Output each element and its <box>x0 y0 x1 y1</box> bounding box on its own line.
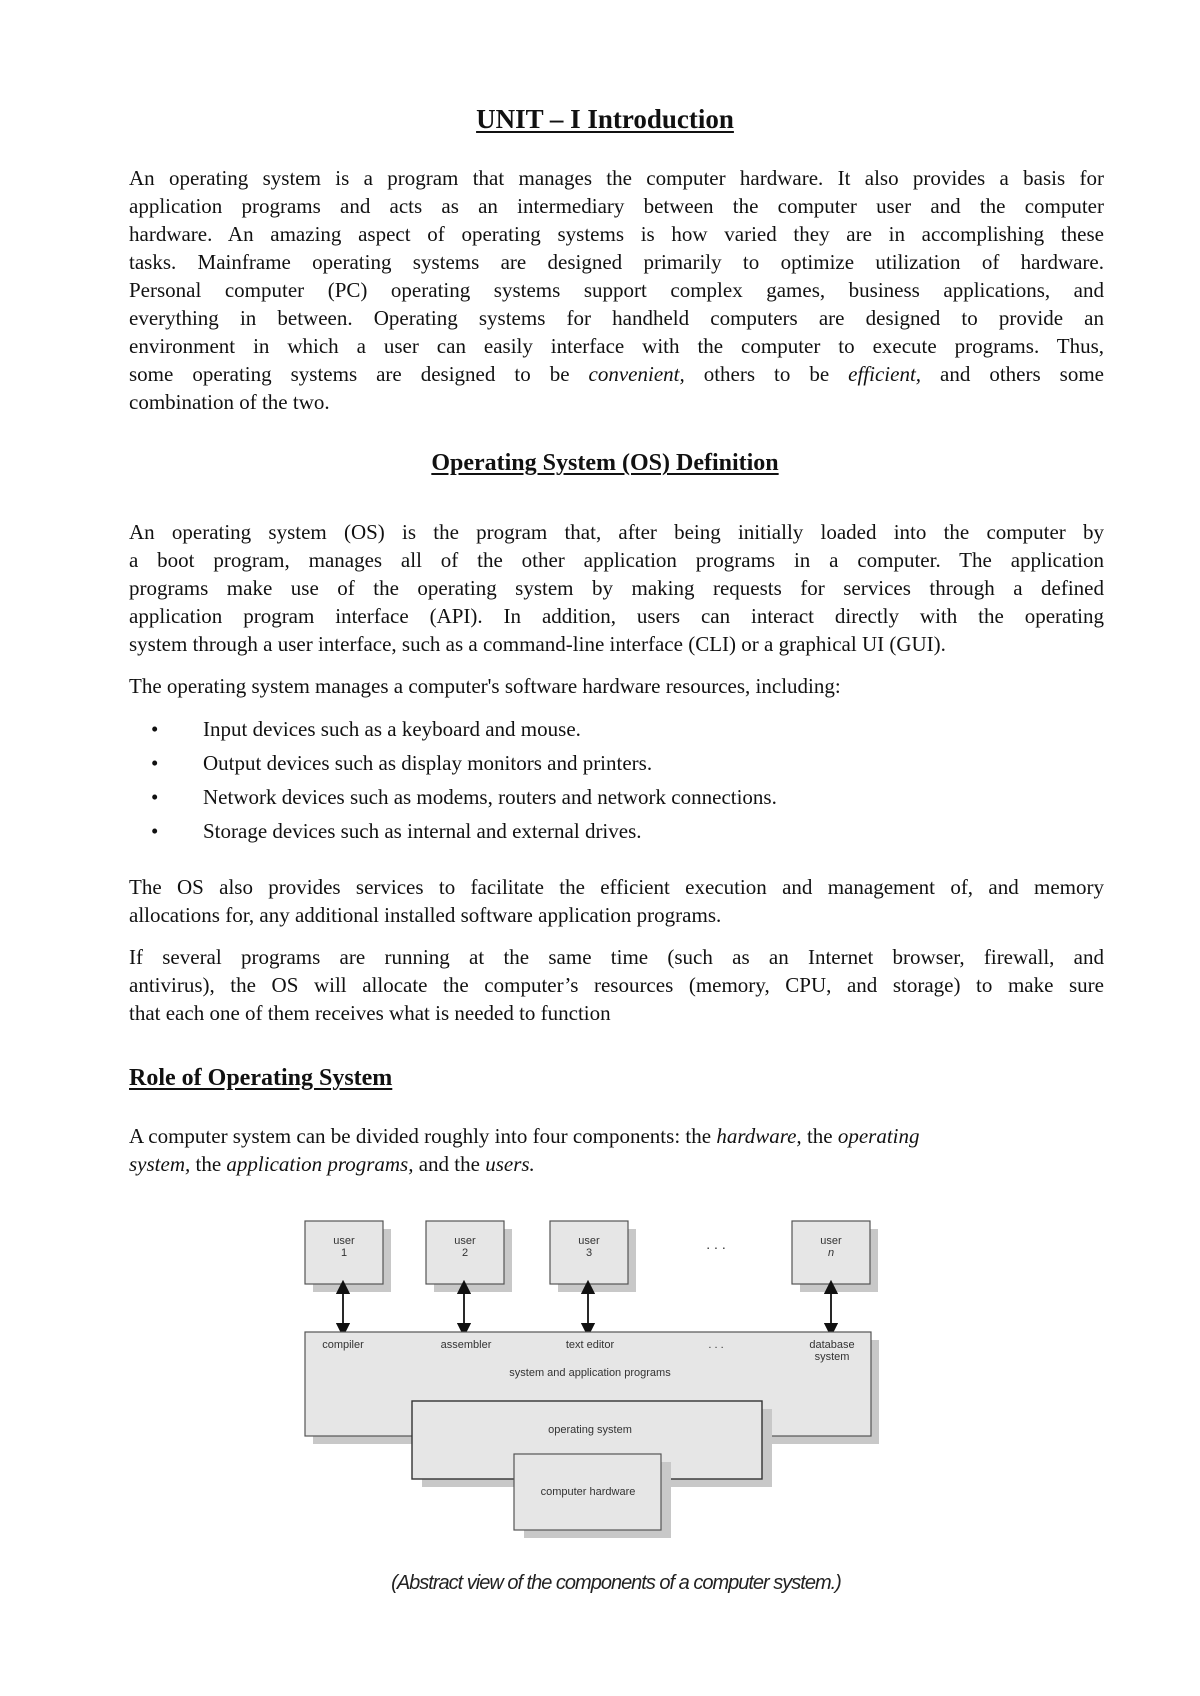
text-segment: and the <box>413 1152 486 1176</box>
bullet-icon: • <box>151 751 159 775</box>
text-segment: Personal computer (PC) operating systems support complex games, business applications, and <box>129 278 1104 302</box>
role-heading: Role of Operating System <box>129 1065 393 1091</box>
text-segment: environment in which a user can easily interface with the computer to execute programs. Thus, <box>129 334 1104 358</box>
definition-heading: Operating System (OS) Definition <box>431 450 779 476</box>
text-segment: An operating system is a program that manages the computer hardware. It also provides a basis for <box>129 166 1104 190</box>
list-item-text: Network devices such as modems, routers and network connections. <box>203 785 777 809</box>
text-segment: everything in between. Operating systems for handheld computers are designed to provide an <box>129 306 1104 330</box>
program-label: compiler <box>322 1339 364 1351</box>
bullet-icon: • <box>151 717 159 741</box>
emphasized-text: system, <box>129 1152 191 1176</box>
user-box <box>305 1221 391 1292</box>
user-number: 2 <box>461 1247 469 1259</box>
text-segment: that each one of them receives what is needed to function <box>129 1001 611 1025</box>
text-segment: a boot program, manages all of the other application programs in a computer. The application <box>129 548 1104 572</box>
user-label: user <box>333 1235 355 1247</box>
text-segment: application program interface (API). In addition, users can interact directly with the operating <box>129 604 1104 628</box>
text-segment: A computer system can be divided roughly into four components: the <box>129 1124 717 1148</box>
bullet-icon: • <box>151 785 159 809</box>
program-label: text editor <box>565 1339 615 1351</box>
user-number: 1 <box>340 1247 348 1259</box>
text-segment: The operating system manages a computer's software hardware resources, including: <box>129 674 841 698</box>
emphasized-text: users. <box>485 1152 535 1176</box>
hardware-layer <box>514 1454 671 1538</box>
user-label: user <box>454 1235 476 1247</box>
text-segment: The OS also provides services to facilitate the efficient execution and management of, and memory <box>129 875 1104 899</box>
emphasized-text: hardware, <box>716 1124 802 1148</box>
text-segment: antivirus), the OS will allocate the computer’s resources (memory, CPU, and storage) to make sure <box>129 973 1104 997</box>
page-title: UNIT – I Introduction <box>476 104 734 134</box>
text-segment: An operating system (OS) is the program that, after being initially loaded into the computer by <box>129 520 1104 544</box>
emphasized-text: application programs, <box>226 1152 414 1176</box>
user-label: user <box>578 1235 600 1247</box>
hardware-layer-label: computer hardware <box>540 1486 636 1498</box>
text-segment: system through a user interface, such as a command-line interface (CLI) or a graphical UI (GUI). <box>129 632 946 656</box>
text-segment: others to be <box>684 362 849 386</box>
users-ellipsis: . . . <box>706 1236 726 1252</box>
text-segment: the <box>801 1124 838 1148</box>
text-segment: combination of the two. <box>129 390 330 414</box>
os-layer-label: operating system <box>548 1424 632 1436</box>
text-segment: tasks. Mainframe operating systems are designed primarily to optimize utilization of hardware. <box>129 250 1104 274</box>
user-box <box>550 1221 636 1292</box>
text-segment: hardware. An amazing aspect of operating systems is how varied they are in accomplishing these <box>129 222 1104 246</box>
programs-layer-label: system and application programs <box>509 1367 671 1379</box>
list-item-text: Output devices such as display monitors and printers. <box>203 751 653 775</box>
emphasized-text: efficient, <box>848 362 922 386</box>
user-box <box>792 1221 878 1292</box>
user-label: user <box>820 1235 842 1247</box>
text-segment: If several programs are running at the same time (such as an Internet browser, firewall, and <box>129 945 1104 969</box>
program-label: database <box>809 1339 855 1351</box>
text-segment: the <box>190 1152 227 1176</box>
list-item-text: Input devices such as a keyboard and mouse. <box>203 717 581 741</box>
user-number: 3 <box>585 1247 593 1259</box>
text-segment: programs make use of the operating system by making requests for services through a defined <box>129 576 1104 600</box>
program-label: system <box>814 1351 850 1363</box>
text-segment: and others some <box>921 362 1104 386</box>
emphasized-text: convenient, <box>588 362 685 386</box>
arrows <box>343 1287 831 1330</box>
text-segment: allocations for, any additional installed software application programs. <box>129 903 722 927</box>
text-segment: some operating systems are designed to be <box>129 362 589 386</box>
programs-ellipsis: . . . <box>708 1339 724 1351</box>
bullet-icon: • <box>151 819 159 843</box>
text-segment: application programs and acts as an intermediary between the computer user and the computer <box>129 194 1104 218</box>
emphasized-text: operating <box>837 1124 920 1148</box>
list-item-text: Storage devices such as internal and external drives. <box>203 819 642 843</box>
diagram-caption: (Abstract view of the components of a computer system.) <box>391 1572 841 1594</box>
user-box <box>426 1221 512 1292</box>
user-number: n <box>827 1247 835 1259</box>
program-label: assembler <box>440 1339 492 1351</box>
